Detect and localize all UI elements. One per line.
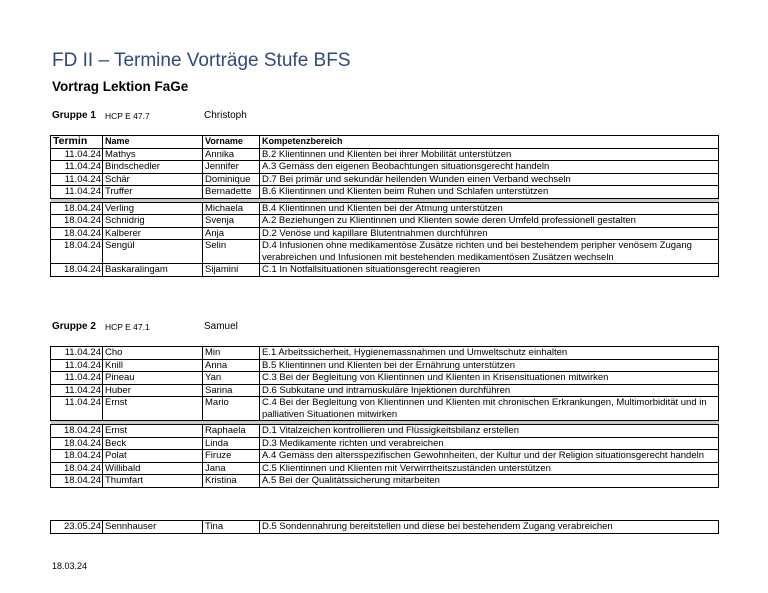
cell-date: 11.04.24 — [51, 186, 103, 199]
cell-vorname: Anna — [203, 359, 260, 372]
cell-name: Huber — [103, 384, 203, 397]
cell-name: Verling — [103, 202, 203, 215]
group-1-teacher: Christoph — [204, 110, 247, 121]
cell-vorname: Tina — [203, 521, 260, 534]
table-row — [51, 173, 719, 186]
table-row — [51, 240, 719, 264]
cell-date: 18.04.24 — [51, 215, 103, 228]
cell-kompetenz: E.1 Arbeitssicherheit, Hygienemassnahmen und Umweltschutz einhalten — [260, 347, 719, 360]
header-name: Name — [103, 136, 203, 149]
table-row — [51, 215, 719, 228]
group-2-label: Gruppe 2 — [52, 321, 96, 332]
cell-vorname: Bernadette — [203, 186, 260, 199]
cell-name: Polat — [103, 450, 203, 463]
table-row — [51, 450, 719, 463]
cell-name: Mathys — [103, 148, 203, 161]
cell-date: 11.04.24 — [51, 173, 103, 186]
group-2-block-2 — [51, 425, 719, 488]
cell-vorname: Yan — [203, 372, 260, 385]
cell-kompetenz: C.4 Bei der Begleitung von Klientinnen und Klienten mit chronischen Erkrankungen, Multimorbidität und in palliativen Situationen mitwirken — [260, 397, 719, 421]
cell-date: 18.04.24 — [51, 227, 103, 240]
cell-vorname: Jana — [203, 462, 260, 475]
group-1-head — [51, 136, 719, 149]
table-row — [51, 475, 719, 488]
cell-name: Ernst — [103, 397, 203, 421]
cell-name: Willibald — [103, 462, 203, 475]
cell-kompetenz: B.6 Klientinnen und Klienten beim Ruhen und Schlafen unterstützen — [260, 186, 719, 199]
table-row — [51, 397, 719, 421]
cell-vorname: Dominique — [203, 173, 260, 186]
cell-name: Baskaralingam — [103, 264, 203, 277]
cell-name: Bindschedler — [103, 161, 203, 174]
cell-date: 11.04.24 — [51, 359, 103, 372]
group-2-block-3 — [51, 521, 719, 534]
table-row — [51, 264, 719, 277]
group-1-code: HCP E 47.7 — [105, 111, 150, 121]
cell-vorname: Kristina — [203, 475, 260, 488]
cell-kompetenz: D.1 Vitalzeichen kontrollieren und Flüssigkeitsbilanz erstellen — [260, 425, 719, 438]
cell-name: Schär — [103, 173, 203, 186]
cell-date: 18.04.24 — [51, 240, 103, 264]
cell-vorname: Sarina — [203, 384, 260, 397]
page-subtitle: Vortrag Lektion FaGe — [52, 79, 189, 94]
cell-name: Pineau — [103, 372, 203, 385]
cell-date: 11.04.24 — [51, 372, 103, 385]
cell-kompetenz: C.3 Bei der Begleitung von Klientinnen und Klienten in Krisensituationen mitwirken — [260, 372, 719, 385]
cell-vorname: Jennifer — [203, 161, 260, 174]
table-row — [51, 521, 719, 534]
cell-vorname: Raphaela — [203, 425, 260, 438]
cell-kompetenz: B.4 Klientinnen und Klienten bei der Atmung unterstützen — [260, 202, 719, 215]
cell-vorname: Selin — [203, 240, 260, 264]
table-row — [51, 186, 719, 199]
cell-date: 18.04.24 — [51, 462, 103, 475]
table-row — [51, 437, 719, 450]
cell-vorname: Min — [203, 347, 260, 360]
cell-name: Thumfart — [103, 475, 203, 488]
cell-date: 23.05.24 — [51, 521, 103, 534]
cell-kompetenz: A.5 Bei der Qualitätssicherung mitarbeiten — [260, 475, 719, 488]
cell-name: Truffer — [103, 186, 203, 199]
cell-name: Sennhauser — [103, 521, 203, 534]
cell-date: 18.04.24 — [51, 475, 103, 488]
cell-date: 18.04.24 — [51, 437, 103, 450]
cell-kompetenz: A.2 Beziehungen zu Klientinnen und Klienten sowie deren Umfeld professionell gestalten — [260, 215, 719, 228]
table-row — [51, 161, 719, 174]
table-row — [51, 347, 719, 360]
cell-kompetenz: D.7 Bei primär und sekundär heilenden Wunden einen Verband wechseln — [260, 173, 719, 186]
cell-vorname: Svenja — [203, 215, 260, 228]
cell-date: 11.04.24 — [51, 397, 103, 421]
group-2-extra-table — [50, 520, 719, 534]
cell-kompetenz: C.1 In Notfallsituationen situationsgerecht reagieren — [260, 264, 719, 277]
cell-kompetenz: D.4 Infusionen ohne medikamentöse Zusätze richten und bei bestehendem peripher venösem Zugang verabreichen und Infusionen mit bestehenden medikamentösen Zusätzen wechseln — [260, 240, 719, 264]
header-vorname: Vorname — [203, 136, 260, 149]
table-header-row — [51, 136, 719, 149]
cell-date: 11.04.24 — [51, 161, 103, 174]
group-1-block-1 — [51, 148, 719, 198]
page-title: FD II – Termine Vorträge Stufe BFS — [52, 50, 351, 71]
cell-kompetenz: D.6 Subkutane und intramuskuläre Injektionen durchführen — [260, 384, 719, 397]
group-1-block-2 — [51, 202, 719, 276]
table-row — [51, 227, 719, 240]
cell-date: 18.04.24 — [51, 425, 103, 438]
cell-name: Beck — [103, 437, 203, 450]
cell-vorname: Mario — [203, 397, 260, 421]
cell-date: 18.04.24 — [51, 202, 103, 215]
group-2-code: HCP E 47.1 — [105, 322, 150, 332]
cell-date: 18.04.24 — [51, 450, 103, 463]
cell-date: 11.04.24 — [51, 347, 103, 360]
cell-name: Schnidrig — [103, 215, 203, 228]
cell-vorname: Michaela — [203, 202, 260, 215]
cell-date: 11.04.24 — [51, 148, 103, 161]
cell-kompetenz: A.3 Gemäss den eigenen Beobachtungen situationsgerecht handeln — [260, 161, 719, 174]
cell-name: Ernst — [103, 425, 203, 438]
cell-kompetenz: A.4 Gemäss den altersspezifischen Gewohnheiten, der Kultur und der Religion situationsgerecht handeln — [260, 450, 719, 463]
cell-date: 18.04.24 — [51, 264, 103, 277]
footer-date: 18.03.24 — [52, 561, 88, 571]
cell-name: Kalberer — [103, 227, 203, 240]
group-2-teacher: Samuel — [204, 321, 238, 332]
cell-vorname: Annika — [203, 148, 260, 161]
cell-kompetenz: D.2 Venöse und kapillare Blutentnahmen durchführen — [260, 227, 719, 240]
group-2-table — [50, 346, 719, 488]
cell-vorname: Linda — [203, 437, 260, 450]
header-kompetenz: Kompetenzbereich — [260, 136, 719, 149]
cell-kompetenz: B.2 Klientinnen und Klienten bei ihrer Mobilität unterstützen — [260, 148, 719, 161]
cell-kompetenz: D.5 Sondennahrung bereitstellen und diese bei bestehendem Zugang verabreichen — [260, 521, 719, 534]
cell-vorname: Sijamini — [203, 264, 260, 277]
cell-date: 11.04.24 — [51, 384, 103, 397]
cell-kompetenz: D.3 Medikamente richten und verabreichen — [260, 437, 719, 450]
group-1-table — [50, 135, 719, 277]
cell-name: Sengül — [103, 240, 203, 264]
table-row — [51, 359, 719, 372]
cell-kompetenz: B.5 Klientinnen und Klienten bei der Ernährung unterstützen — [260, 359, 719, 372]
group-1-label: Gruppe 1 — [52, 110, 96, 121]
table-row — [51, 462, 719, 475]
table-row — [51, 372, 719, 385]
header-termin: Termin — [51, 136, 103, 149]
table-row — [51, 202, 719, 215]
cell-vorname: Anja — [203, 227, 260, 240]
cell-kompetenz: C.5 Klientinnen und Klienten mit Verwirrtheitszuständen unterstützen — [260, 462, 719, 475]
cell-name: Knill — [103, 359, 203, 372]
table-row — [51, 148, 719, 161]
table-row — [51, 425, 719, 438]
group-2-block-1 — [51, 347, 719, 421]
cell-name: Cho — [103, 347, 203, 360]
table-row — [51, 384, 719, 397]
cell-vorname: Firuze — [203, 450, 260, 463]
